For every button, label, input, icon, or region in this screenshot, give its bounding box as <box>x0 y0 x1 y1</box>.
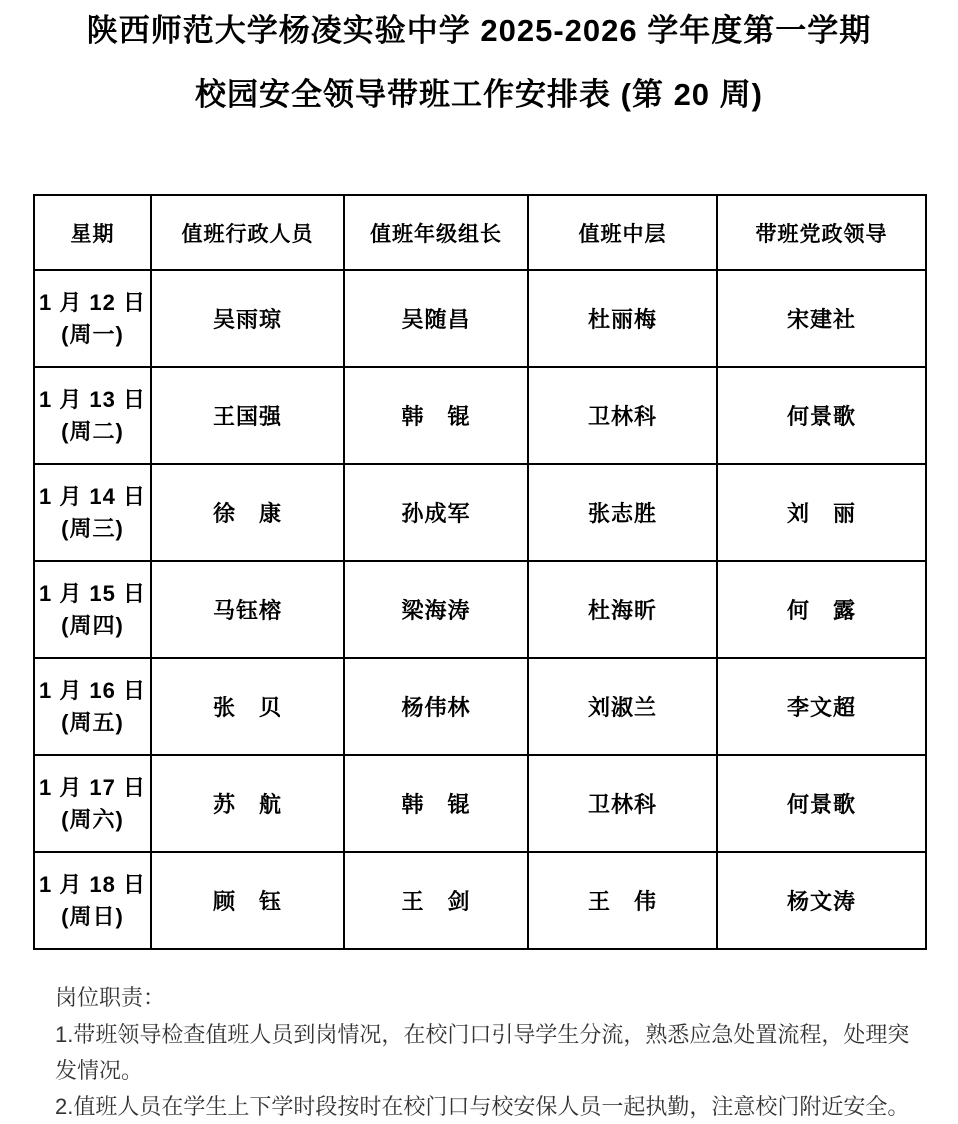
duty-responsibilities-section <box>55 980 918 1124</box>
date-text: 1 月 18 日 <box>38 871 147 897</box>
grade-leader-cell: 杨伟林 <box>344 658 528 755</box>
document-title <box>0 0 958 113</box>
date-text: 1 月 17 日 <box>38 774 147 800</box>
admin-on-duty-cell: 张 贝 <box>151 658 344 755</box>
weekday-text: (周一) <box>61 321 124 347</box>
weekday-text: (周五) <box>61 709 124 735</box>
admin-on-duty-cell: 王国强 <box>151 367 344 464</box>
grade-leader-cell: 梁海涛 <box>344 561 528 658</box>
date-cell <box>34 464 151 561</box>
header-row <box>34 195 926 270</box>
party-leader-cell: 刘 丽 <box>717 464 926 561</box>
admin-on-duty-cell: 顾 钰 <box>151 852 344 949</box>
col-header-grade-leader: 值班年级组长 <box>344 195 528 270</box>
date-cell <box>34 755 151 852</box>
party-leader-cell: 杨文涛 <box>717 852 926 949</box>
date-cell <box>34 658 151 755</box>
party-leader-cell: 何 露 <box>717 561 926 658</box>
weekday-text: (周日) <box>61 903 124 929</box>
date-text: 1 月 13 日 <box>38 386 147 412</box>
date-text: 1 月 15 日 <box>38 580 147 606</box>
weekday-text: (周四) <box>61 612 124 638</box>
responsibility-item-1: 1.带班领导检查值班人员到岗情况，在校门口引导学生分流，熟悉应急处置流程，处理突发情况。 <box>55 1021 910 1083</box>
col-header-middle-level: 值班中层 <box>528 195 717 270</box>
admin-on-duty-cell: 苏 航 <box>151 755 344 852</box>
weekday-text: (周六) <box>61 806 124 832</box>
middle-level-cell: 王 伟 <box>528 852 717 949</box>
title-line-2: 校园安全领导带班工作安排表 (第 20 周) <box>195 77 763 113</box>
grade-leader-cell: 吴随昌 <box>344 270 528 367</box>
admin-on-duty-cell: 马钰榕 <box>151 561 344 658</box>
table-row <box>34 270 926 367</box>
col-header-admin-on-duty: 值班行政人员 <box>151 195 344 270</box>
duty-schedule-table <box>33 194 927 950</box>
middle-level-cell: 杜丽梅 <box>528 270 717 367</box>
table-row <box>34 561 926 658</box>
party-leader-cell: 何景歌 <box>717 755 926 852</box>
party-leader-cell: 宋建社 <box>717 270 926 367</box>
middle-level-cell: 杜海昕 <box>528 561 717 658</box>
date-cell <box>34 270 151 367</box>
grade-leader-cell: 韩 锟 <box>344 755 528 852</box>
date-cell <box>34 561 151 658</box>
party-leader-cell: 李文超 <box>717 658 926 755</box>
grade-leader-cell: 王 剑 <box>344 852 528 949</box>
admin-on-duty-cell: 吴雨琼 <box>151 270 344 367</box>
weekday-text: (周二) <box>61 418 124 444</box>
grade-leader-cell: 孙成军 <box>344 464 528 561</box>
middle-level-cell: 张志胜 <box>528 464 717 561</box>
col-header-party-leader: 带班党政领导 <box>717 195 926 270</box>
table-row <box>34 658 926 755</box>
weekday-text: (周三) <box>61 515 124 541</box>
col-header-weekday: 星期 <box>34 195 151 270</box>
admin-on-duty-cell: 徐 康 <box>151 464 344 561</box>
middle-level-cell: 卫林科 <box>528 367 717 464</box>
table-row <box>34 852 926 949</box>
table-row <box>34 367 926 464</box>
date-cell <box>34 852 151 949</box>
date-text: 1 月 16 日 <box>38 677 147 703</box>
table-row <box>34 755 926 852</box>
grade-leader-cell: 韩 锟 <box>344 367 528 464</box>
responsibility-item-2: 2.值班人员在学生上下学时段按时在校门口与校安保人员一起执勤，注意校门附近安全。 <box>55 1094 910 1120</box>
table-row <box>34 464 926 561</box>
date-cell <box>34 367 151 464</box>
date-text: 1 月 14 日 <box>38 483 147 509</box>
middle-level-cell: 卫林科 <box>528 755 717 852</box>
title-line-1: 陕西师范大学杨凌实验中学 2025-2026 学年度第一学期 <box>86 13 872 48</box>
date-text: 1 月 12 日 <box>38 289 147 315</box>
responsibilities-heading: 岗位职责： <box>55 985 166 1011</box>
party-leader-cell: 何景歌 <box>717 367 926 464</box>
middle-level-cell: 刘淑兰 <box>528 658 717 755</box>
